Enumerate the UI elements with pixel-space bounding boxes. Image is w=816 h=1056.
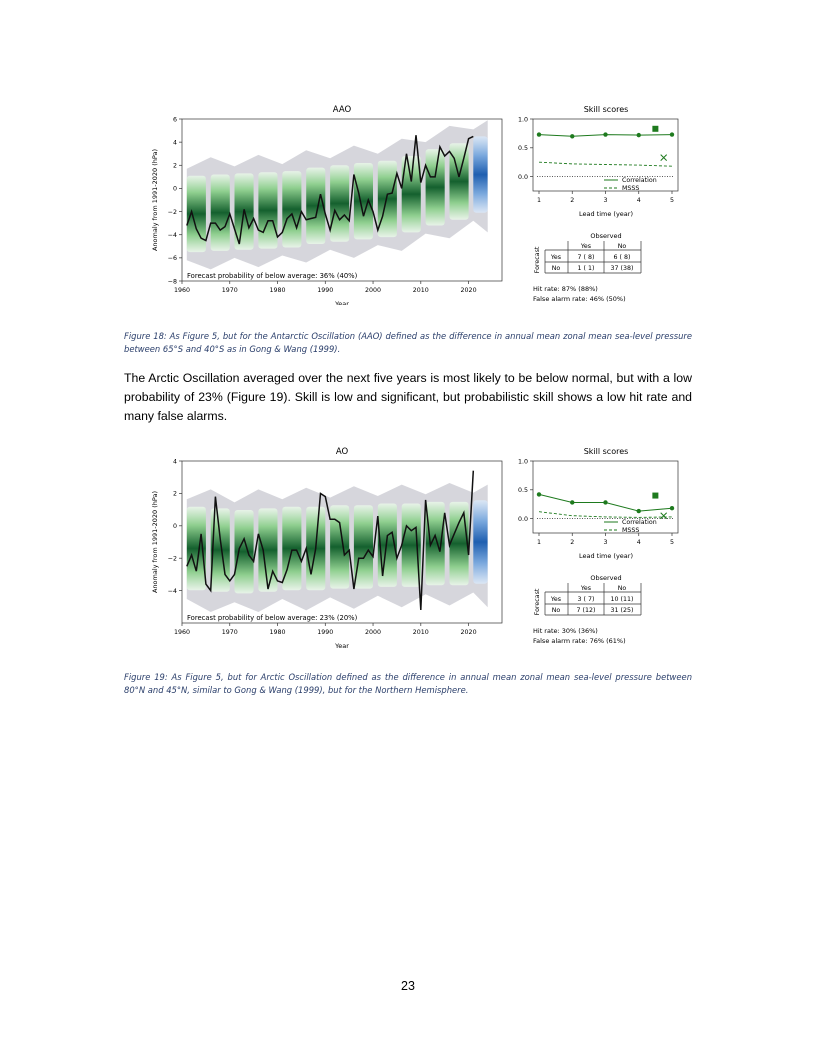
correlation-point <box>537 132 541 136</box>
x-tick-label: 2020 <box>460 287 477 294</box>
skill-y-tick-label: 0.0 <box>517 173 528 181</box>
table-yes-yes: 7 ( 8) <box>577 254 595 261</box>
hit-rate: Hit rate: 87% (88%) <box>533 285 598 293</box>
correlation-point <box>603 500 607 504</box>
table-yes-yes: 3 ( 7) <box>577 596 595 603</box>
forecast-plume <box>354 505 373 588</box>
skill-x-tick-label: 1 <box>536 197 542 204</box>
y-tick-label: 4 <box>172 458 177 466</box>
body-paragraph: The Arctic Oscillation averaged over the next five years is most likely to be below normal, but with a low probability of 23% (Figure 19). Skill is low and significant, but probabilistic skill shows a low hit rate and many false alarms. <box>124 371 692 423</box>
correlation-point <box>603 132 607 136</box>
y-tick-label: 2 <box>172 162 177 170</box>
skill-x-tick-label: 3 <box>603 197 608 204</box>
table-yes-no: 10 (11) <box>610 596 634 603</box>
correlation-point <box>670 506 674 510</box>
table-col-no: No <box>617 585 627 592</box>
table-row-yes: Yes <box>550 596 562 603</box>
table-row-no: No <box>551 607 561 614</box>
table-no-yes: 7 (12) <box>576 607 596 614</box>
forecast-plume <box>426 149 445 225</box>
correlation-point <box>570 134 574 138</box>
forecast-plume-blue <box>473 500 487 583</box>
skill-title: Skill scores <box>583 447 629 456</box>
y-tick-label: −6 <box>167 255 177 263</box>
skill-y-tick-label: 0.0 <box>517 515 528 523</box>
hit-rate: Hit rate: 30% (36%) <box>533 627 598 635</box>
forecast-plume <box>330 165 349 241</box>
table-observed: Observed <box>590 574 622 582</box>
table-row-yes: Yes <box>550 254 562 261</box>
main-xlabel: Year <box>335 300 349 305</box>
y-tick-label: −2 <box>167 208 177 216</box>
y-tick-label: −8 <box>167 278 177 286</box>
table-col-yes: Yes <box>580 243 592 250</box>
x-tick-label: 2010 <box>412 629 429 636</box>
page-number: 23 <box>401 979 415 993</box>
table-forecast: Forecast <box>534 588 541 616</box>
x-tick-label: 1960 <box>173 287 191 294</box>
skill-title: Skill scores <box>583 105 629 114</box>
table-no-no: 37 (38) <box>610 265 634 272</box>
x-tick-label: 1970 <box>221 629 238 636</box>
correlation-point <box>637 509 641 513</box>
main-title: AO <box>335 447 349 457</box>
forecast-plume <box>258 172 277 248</box>
y-axis-ticks <box>168 116 182 285</box>
forecast-probability: Forecast probability of below average: 36% (40%) <box>187 272 358 280</box>
y-tick-label: 0 <box>172 523 177 531</box>
y-tick-label: 4 <box>172 139 177 147</box>
main-title: AAO <box>332 105 352 115</box>
legend-msss: MSSS <box>622 527 640 534</box>
false-alarm-rate: False alarm rate: 76% (61%) <box>533 637 626 645</box>
main-xlabel: Year <box>335 642 349 650</box>
skill-y-tick-label: 1.0 <box>517 116 528 124</box>
table-forecast: Forecast <box>534 246 541 274</box>
forecast-probability: Forecast probability of below average: 23% (20%) <box>187 614 358 622</box>
correlation-point <box>537 492 541 496</box>
table-row-no: No <box>551 265 561 272</box>
msss-mean-marker <box>661 513 667 519</box>
skill-x-ticks <box>537 191 674 204</box>
main-ylabel: Anomaly from 1991-2020 (hPa) <box>151 490 159 594</box>
skill-x-tick-label: 2 <box>570 197 575 204</box>
x-tick-label: 2020 <box>460 629 477 636</box>
forecast-plume <box>235 510 254 593</box>
y-axis-ticks <box>168 458 182 595</box>
y-tick-label: −4 <box>167 232 177 240</box>
x-tick-label: 1980 <box>269 287 286 294</box>
figure-18-caption: Figure 18: As Figure 5, but for the Antarctic Oscillation (AAO) defined as the difference in annual mean zonal mean sea-level pressure between 65°S and 40°S as in Gong & Wang (1999). <box>124 331 692 354</box>
skill-xlabel: Lead time (year) <box>578 552 634 560</box>
figure-19-caption: Figure 19: As Figure 5, but for Arctic Oscillation defined as the difference in annual mean zonal mean sea-level pressure between 80°N and 45°N, similar to Gong & Wang (1999), but for the Northern Hemisphere. <box>124 672 692 695</box>
y-tick-label: 6 <box>172 116 177 124</box>
forecast-plume <box>187 176 206 252</box>
x-tick-label: 1960 <box>173 629 191 636</box>
skill-x-tick-label: 2 <box>570 539 575 546</box>
correlation-mean-marker <box>652 126 658 132</box>
table-yes-no: 6 ( 8) <box>613 254 631 261</box>
forecast-plume-blue <box>473 136 487 212</box>
x-tick-label: 1990 <box>317 629 334 636</box>
skill-x-tick-label: 4 <box>636 197 641 204</box>
forecast-plume <box>330 505 349 588</box>
skill-y-tick-label: 1.0 <box>517 458 528 466</box>
legend-correlation: Correlation <box>622 519 657 526</box>
msss-mean-marker <box>661 155 667 161</box>
forecast-plume <box>450 502 469 585</box>
correlation-point <box>637 133 641 137</box>
x-axis-ticks <box>174 281 477 294</box>
table-no-no: 31 (25) <box>610 607 634 614</box>
msss-mean-cross <box>661 513 667 519</box>
x-tick-label: 1970 <box>221 287 238 294</box>
x-tick-label: 1980 <box>269 629 286 636</box>
table-col-no: No <box>617 243 627 250</box>
forecast-plume <box>211 175 230 251</box>
table-no-yes: 1 ( 1) <box>577 265 595 272</box>
correlation-point <box>670 132 674 136</box>
forecast-plume <box>306 168 325 244</box>
msss-line <box>539 512 672 518</box>
forecast-plume <box>402 504 421 587</box>
skill-y-ticks <box>518 116 533 181</box>
y-tick-label: −4 <box>167 587 177 595</box>
skill-y-tick-label: 0.5 <box>517 145 528 153</box>
x-tick-label: 2000 <box>365 629 382 636</box>
y-tick-label: 0 <box>172 185 177 193</box>
x-axis-ticks <box>174 623 477 636</box>
forecast-plume <box>282 507 301 590</box>
x-tick-label: 2010 <box>412 287 429 294</box>
figure-19 <box>140 442 680 652</box>
correlation-mean-marker <box>652 493 658 499</box>
x-tick-label: 2000 <box>365 287 382 294</box>
skill-xlabel: Lead time (year) <box>578 210 634 218</box>
forecast-plume <box>258 508 277 591</box>
table-observed: Observed <box>590 232 622 240</box>
y-tick-label: −2 <box>167 555 177 563</box>
false-alarm-rate: False alarm rate: 46% (50%) <box>533 295 626 303</box>
figure-18 <box>140 100 680 305</box>
correlation-point <box>570 500 574 504</box>
skill-x-tick-label: 4 <box>636 539 641 546</box>
forecast-plume <box>354 163 373 239</box>
y-tick-label: 2 <box>172 490 177 498</box>
legend-correlation: Correlation <box>622 177 657 184</box>
x-tick-label: 1990 <box>317 287 334 294</box>
skill-x-tick-label: 5 <box>669 197 675 204</box>
forecast-plume <box>282 171 301 247</box>
skill-y-tick-label: 0.5 <box>517 487 528 495</box>
forecast-plume <box>378 161 397 237</box>
main-ylabel: Anomaly from 1991-2020 (hPa) <box>151 148 159 252</box>
msss-mean-cross <box>661 155 667 161</box>
msss-line <box>539 162 672 166</box>
skill-x-tick-label: 3 <box>603 539 608 546</box>
skill-y-ticks <box>518 458 533 523</box>
legend-msss: MSSS <box>622 185 640 192</box>
skill-x-tick-label: 1 <box>536 539 542 546</box>
skill-x-ticks <box>537 533 674 546</box>
forecast-plume <box>426 502 445 585</box>
table-col-yes: Yes <box>580 585 592 592</box>
skill-x-tick-label: 5 <box>669 539 675 546</box>
